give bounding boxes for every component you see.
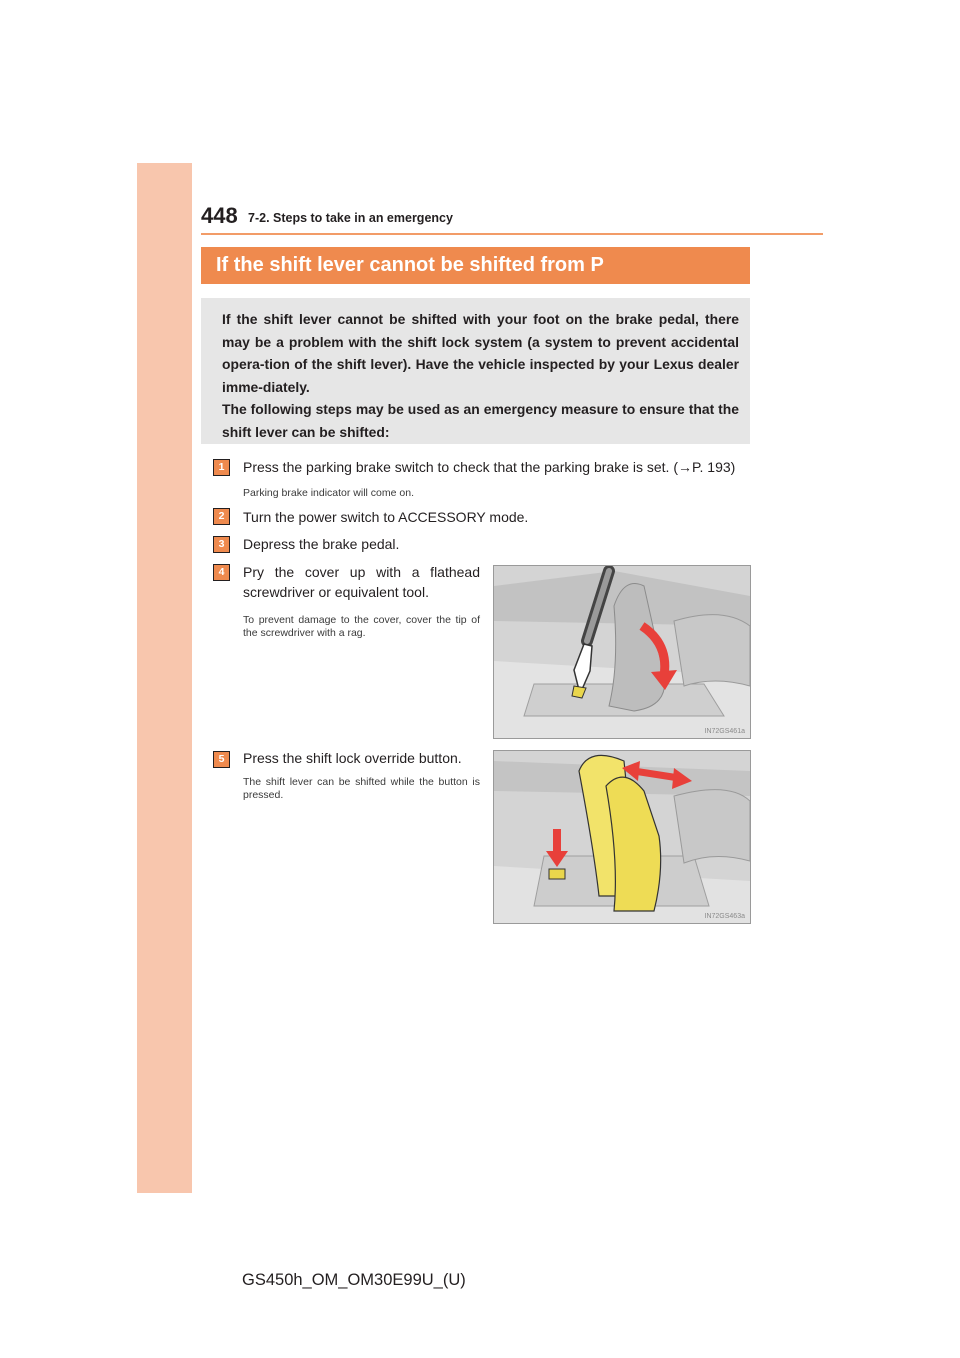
step-number-2: 2 bbox=[213, 508, 230, 525]
step-1-text: Press the parking brake switch to check that the parking brake is set. (→P. 193) bbox=[243, 459, 736, 475]
step-1-note: Parking brake indicator will come on. bbox=[243, 487, 414, 499]
intro-paragraph: The following steps may be used as an emergency measure to ensure that the shift lever can be shifted: bbox=[222, 401, 739, 440]
step-4-text: Pry the cover up with a flathead screwdriver or equivalent tool. bbox=[243, 564, 480, 600]
intro-box bbox=[201, 298, 750, 444]
figure-shift-lock-override bbox=[493, 750, 751, 924]
page-number: 448 bbox=[201, 203, 238, 228]
step-4-note: To prevent damage to the cover, cover the tip of the screwdriver with a rag. bbox=[243, 614, 480, 639]
figure-code: IN72GS461a bbox=[704, 728, 745, 735]
step-5-note: The shift lever can be shifted while the button is pressed. bbox=[243, 776, 480, 801]
step-3-text: Depress the brake pedal. bbox=[243, 536, 400, 552]
step-2-text: Turn the power switch to ACCESSORY mode. bbox=[243, 509, 529, 525]
side-tab-band bbox=[137, 163, 192, 1193]
pry-cover-illustration bbox=[494, 566, 750, 738]
step-number-3: 3 bbox=[213, 536, 230, 553]
step-number-1: 1 bbox=[213, 459, 230, 476]
figure-pry-cover bbox=[493, 565, 751, 739]
step-5-text: Press the shift lock override button. bbox=[243, 750, 462, 766]
header-rule bbox=[201, 233, 823, 235]
step-4-text-wrap bbox=[243, 562, 480, 602]
step-number-5: 5 bbox=[213, 751, 230, 768]
figure-code: IN72GS463a bbox=[704, 913, 745, 920]
step-number-4: 4 bbox=[213, 564, 230, 581]
chapter-heading: 7-2. Steps to take in an emergency bbox=[248, 211, 453, 225]
document-code-footer: GS450h_OM_OM30E99U_(U) bbox=[242, 1271, 466, 1289]
intro-paragraph: If the shift lever cannot be shifted with your foot on the brake pedal, there may be a problem with the shift lock system (a system to prevent accidental opera-tion of the shift lever). Have the vehicle inspected by your Lexus dealer imme-diately. bbox=[222, 311, 739, 395]
shift-lock-illustration bbox=[494, 751, 750, 923]
section-title: If the shift lever cannot be shifted from P bbox=[201, 247, 750, 284]
